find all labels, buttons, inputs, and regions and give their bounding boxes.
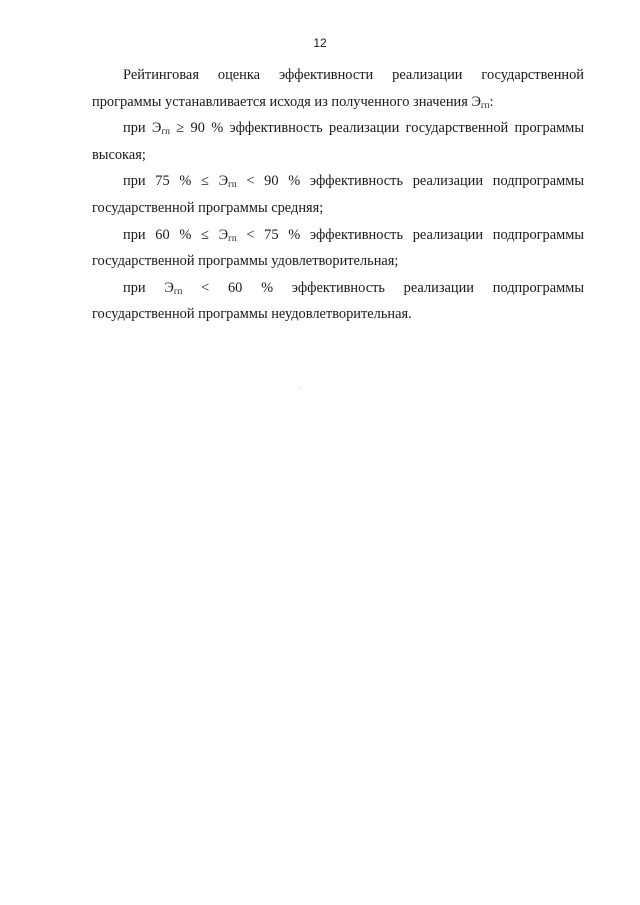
paragraph-text: : bbox=[489, 93, 494, 110]
paragraph-high-efficiency bbox=[92, 115, 584, 168]
subscript-gp: гп bbox=[480, 99, 490, 110]
subscript-gp: гп bbox=[161, 126, 170, 137]
paragraph-text: при Э bbox=[123, 279, 174, 296]
paragraph-text: < 90 % эффективность реализации подпрограммы государственной программы средняя; bbox=[92, 173, 585, 216]
paragraph-text: при 75 % ≤ Э bbox=[123, 173, 229, 190]
subscript-gp: гп bbox=[228, 232, 237, 243]
subscript-gp: гп bbox=[173, 285, 183, 296]
paragraph-text: при Э bbox=[123, 120, 162, 137]
paragraph-unsatisfactory-efficiency bbox=[92, 275, 584, 328]
paragraph-text: ≥ 90 % эффективность реализации государственной программы высокая; bbox=[92, 120, 585, 163]
paragraph-text: < 60 % эффективность реализации подпрограммы государственной программы неудовлетворительная. bbox=[92, 279, 584, 323]
subscript-gp: гп bbox=[228, 179, 237, 190]
paragraph-medium-efficiency bbox=[92, 168, 584, 221]
paragraph-text: < 75 % эффективность реализации подпрограммы государственной программы удовлетворительная; bbox=[92, 226, 585, 270]
paragraph-text: при 60 % ≤ Э bbox=[123, 226, 229, 243]
document-body bbox=[92, 62, 584, 328]
paragraph-rating-intro bbox=[92, 62, 584, 115]
paragraph-satisfactory-efficiency bbox=[92, 222, 584, 275]
paragraph-text: Рейтинговая оценка эффективности реализации государственной программы устанавливается исходя из полученного значения Э bbox=[92, 67, 584, 110]
page-number: 12 bbox=[313, 36, 327, 50]
scan-speck bbox=[300, 388, 301, 389]
